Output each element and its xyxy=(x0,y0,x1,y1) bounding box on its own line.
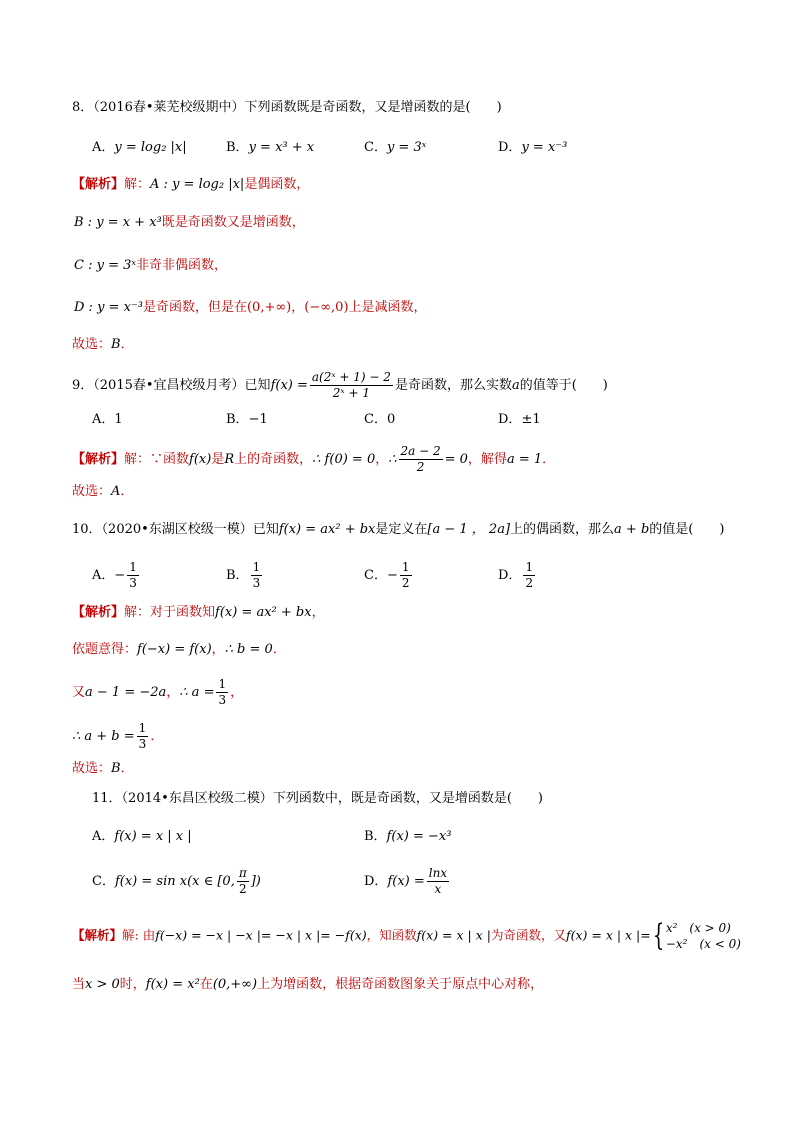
fraction-denominator: 3 xyxy=(218,693,227,707)
option-text: −1 xyxy=(248,412,268,427)
option-fraction xyxy=(237,866,249,897)
q10-analysis-line-4 xyxy=(72,721,163,752)
fraction-denominator: 2 xyxy=(416,460,425,474)
fraction-denominator: 3 xyxy=(252,576,261,590)
option-text: 0 xyxy=(386,412,396,427)
question-11-stem xyxy=(92,789,543,809)
option-math: f(x) = −x³ xyxy=(386,829,452,844)
option-math: ]) xyxy=(250,874,261,889)
answer-end: ． xyxy=(120,761,134,776)
question-text: 是奇函数，那么实数 xyxy=(394,378,512,393)
option-letter: B． xyxy=(226,412,249,427)
analysis-fraction xyxy=(137,721,149,752)
question-8-stem xyxy=(72,98,502,118)
analysis-text: 解：∵函数 xyxy=(124,452,190,467)
option-text: 1 xyxy=(114,412,123,427)
fraction-denominator: 3 xyxy=(129,576,137,590)
analysis-math: C : y = 3ˣ xyxy=(74,258,136,273)
analysis-text: 解：对于函数知 xyxy=(124,605,216,620)
question-text: 的值是( ) xyxy=(649,522,725,537)
analysis-math: ∴ f(0) = 0 xyxy=(312,452,376,467)
q10-option-d xyxy=(498,560,537,591)
question-10-stem xyxy=(72,520,724,540)
analysis-math: ∴ a = xyxy=(179,685,215,700)
analysis-math: f(x) xyxy=(189,452,212,467)
fraction-denominator: 2ˣ + 1 xyxy=(332,386,371,400)
question-math: [a − 1 ， 2a] xyxy=(427,522,511,537)
analysis-text: 是 xyxy=(211,452,225,467)
q9-answer xyxy=(72,482,133,502)
analysis-math: f(x) = x² xyxy=(145,977,200,992)
q9-analysis xyxy=(72,444,555,475)
q11-analysis-line-1 xyxy=(72,920,741,952)
option-sign: − xyxy=(114,568,126,583)
analysis-text: 时， xyxy=(119,977,146,992)
question-fraction xyxy=(310,370,393,401)
q8-option-a xyxy=(92,138,187,158)
analysis-text: 为奇函数，又 xyxy=(490,927,566,943)
analysis-text: ， xyxy=(375,452,389,467)
analysis-tag: 【解析】 xyxy=(72,605,125,620)
q8-option-c xyxy=(364,138,426,158)
option-math: y = 3ˣ xyxy=(386,140,427,155)
question-source: （2014•东昌区校级二模） xyxy=(121,791,273,806)
q8-analysis-line-1 xyxy=(72,175,309,195)
analysis-math: f(−x) = −x | −x |= −x | x |= −f(x) xyxy=(155,927,367,943)
option-letter: B． xyxy=(226,568,249,583)
analysis-math: x > 0 xyxy=(85,977,120,992)
q9-option-c xyxy=(364,410,395,430)
option-letter: C． xyxy=(364,140,387,155)
analysis-text: ． xyxy=(542,452,556,467)
analysis-fraction xyxy=(216,677,228,708)
analysis-text: 是偶函数， xyxy=(244,177,310,192)
option-letter: D． xyxy=(498,568,522,583)
question-math: f(x) = ax² + bx xyxy=(278,522,376,537)
answer-label: 故选： xyxy=(72,337,112,352)
analysis-text: ， xyxy=(211,642,225,657)
analysis-math: f(x) = x | x | xyxy=(416,927,491,943)
question-9-stem xyxy=(72,370,608,401)
analysis-text: 是奇函数，但是在(0,+∞)，(−∞,0)上是减函数， xyxy=(142,300,427,315)
case-line: −x² (x < 0) xyxy=(665,937,741,951)
fraction-denominator: 2 xyxy=(525,576,534,590)
fraction-denominator: 2 xyxy=(401,576,410,590)
option-fraction xyxy=(127,560,139,591)
option-letter: B． xyxy=(364,829,387,844)
option-math: f(x) = x | x | xyxy=(114,829,192,844)
analysis-text: 上为增函数，根据奇函数图象关于原点中心对称， xyxy=(257,977,544,992)
option-math: y = x³ + x xyxy=(248,140,315,155)
fraction-numerator: 1 xyxy=(401,560,410,574)
fraction-denominator: 2 xyxy=(238,882,247,896)
analysis-text: 当 xyxy=(72,977,86,992)
question-text: 的值等于( ) xyxy=(519,378,608,393)
question-text: 已知 xyxy=(244,378,271,393)
analysis-math: f(x) = x | x |= xyxy=(565,927,651,943)
analysis-text: ． xyxy=(272,642,286,657)
option-letter: C． xyxy=(92,874,115,889)
question-text: 上的偶函数，那么 xyxy=(510,522,615,537)
q10-analysis-line-3 xyxy=(72,677,243,708)
answer-end: ． xyxy=(120,337,134,352)
q8-analysis-line-2 xyxy=(74,213,305,233)
analysis-math: ∴ xyxy=(388,452,397,467)
analysis-text: ． xyxy=(150,729,164,744)
fraction-numerator: 1 xyxy=(129,560,137,574)
q10-option-c xyxy=(364,560,414,591)
question-text: 是定义在 xyxy=(375,522,428,537)
analysis-math: = 0 xyxy=(444,452,468,467)
analysis-text: 在 xyxy=(199,977,213,992)
analysis-tag: 【解析】 xyxy=(72,927,123,943)
analysis-text: 依题意得： xyxy=(72,642,138,657)
q8-analysis-line-4 xyxy=(74,298,427,318)
q10-option-b xyxy=(226,560,264,591)
fraction-numerator: 1 xyxy=(252,560,261,574)
analysis-math: R xyxy=(224,452,235,467)
option-math: f(x) = sin x(x ∈ [0, xyxy=(114,874,235,889)
answer-label: 故选： xyxy=(72,484,112,499)
question-text: 下列函数中，既是奇函数，又是增函数是( ) xyxy=(272,791,543,806)
analysis-math: a = 1 xyxy=(506,452,543,467)
option-sign: − xyxy=(386,568,398,583)
q10-analysis-line-1 xyxy=(72,603,325,623)
answer-value: B xyxy=(111,761,121,776)
option-letter: C． xyxy=(364,568,387,583)
q11-analysis-line-2 xyxy=(72,975,543,995)
fraction-denominator: x xyxy=(434,882,442,896)
fraction-numerator: π xyxy=(238,866,247,880)
analysis-math: a − 1 = −2a xyxy=(85,685,167,700)
option-letter: A． xyxy=(92,568,115,583)
option-fraction xyxy=(427,866,449,897)
analysis-text: ，解得 xyxy=(467,452,507,467)
brace-icon: { xyxy=(652,918,665,953)
analysis-text: 上的奇函数， xyxy=(234,452,313,467)
analysis-math: D : y = x⁻³ xyxy=(74,300,143,315)
option-letter: A． xyxy=(92,140,115,155)
analysis-math: (0,+∞) xyxy=(212,977,258,992)
q9-option-d xyxy=(498,410,541,430)
question-number: 11． xyxy=(92,791,122,806)
analysis-text: ， xyxy=(230,685,244,700)
analysis-math: ∴ b = 0 xyxy=(224,642,273,657)
fraction-numerator: lnx xyxy=(428,866,448,880)
question-text: 下列函数既是奇函数，又是增函数的是( ) xyxy=(244,100,502,115)
q11-option-c xyxy=(92,866,261,897)
option-fraction xyxy=(523,560,535,591)
question-number: 9． xyxy=(72,378,94,393)
option-math: y = log₂ |x| xyxy=(114,140,187,155)
answer-end: ． xyxy=(120,484,134,499)
option-fraction xyxy=(251,560,263,591)
piecewise-cases xyxy=(666,920,741,952)
q10-answer xyxy=(72,759,134,779)
analysis-text: ， xyxy=(311,605,325,620)
option-letter: D． xyxy=(364,874,388,889)
q8-option-b xyxy=(226,138,314,158)
analysis-tag: 【解析】 xyxy=(72,452,125,467)
fraction-numerator: 1 xyxy=(525,560,534,574)
analysis-text: 又 xyxy=(72,685,86,700)
analysis-text: 非奇非偶函数， xyxy=(135,258,227,273)
analysis-math: B : y = x + x³ xyxy=(74,215,162,230)
option-letter: A． xyxy=(92,829,115,844)
q9-option-b xyxy=(226,410,268,430)
answer-value: A xyxy=(111,484,121,499)
q11-option-a xyxy=(92,827,192,847)
analysis-math: f(x) = ax² + bx xyxy=(215,605,312,620)
option-letter: D． xyxy=(498,412,522,427)
analysis-tag: 【解析】 xyxy=(72,177,125,192)
fraction-denominator: 3 xyxy=(138,737,147,751)
question-source: （2015春•宜昌校级月考） xyxy=(93,378,245,393)
q11-option-d xyxy=(364,866,451,897)
option-math: f(x) = xyxy=(387,874,425,889)
option-letter: B． xyxy=(226,140,249,155)
analysis-text: 解: 由 xyxy=(122,927,156,943)
question-source: （2016春•莱芜校级期中） xyxy=(93,100,245,115)
analysis-math: f(−x) = f(x) xyxy=(137,642,212,657)
analysis-text: ， xyxy=(166,685,180,700)
option-letter: D． xyxy=(498,140,522,155)
q9-option-a xyxy=(92,410,123,430)
question-source: （2020•东湖区校级一模） xyxy=(101,522,253,537)
question-number: 10． xyxy=(72,522,102,537)
analysis-text: 既是奇函数又是增函数， xyxy=(161,215,305,230)
fraction-numerator: 1 xyxy=(218,677,227,691)
q10-option-a xyxy=(92,560,141,591)
fraction-numerator: 2a − 2 xyxy=(400,444,441,458)
analysis-text: ，知函数 xyxy=(366,927,417,943)
question-math: f(x) = xyxy=(270,378,308,393)
q11-option-b xyxy=(364,827,451,847)
analysis-fraction xyxy=(399,444,443,475)
question-text: 已知 xyxy=(252,522,279,537)
case-line: x² (x > 0) xyxy=(665,921,731,935)
answer-label: 故选： xyxy=(72,761,112,776)
question-var: a xyxy=(511,378,520,393)
question-math: a + b xyxy=(614,522,650,537)
answer-value: B xyxy=(111,337,121,352)
option-letter: C． xyxy=(364,412,387,427)
option-text: ±1 xyxy=(521,412,541,427)
fraction-numerator: a(2ˣ + 1) − 2 xyxy=(311,370,391,384)
q8-answer xyxy=(72,335,134,355)
question-number: 8． xyxy=(72,100,94,115)
option-letter: A． xyxy=(92,412,115,427)
q10-analysis-line-2 xyxy=(72,640,286,660)
analysis-math: ∴ a + b = xyxy=(72,729,135,744)
option-fraction xyxy=(400,560,412,591)
fraction-numerator: 1 xyxy=(138,721,147,735)
q8-option-d xyxy=(498,138,567,158)
analysis-math: A : y = log₂ |x| xyxy=(150,177,245,192)
q8-analysis-line-3 xyxy=(74,256,227,276)
option-math: y = x⁻³ xyxy=(521,140,568,155)
analysis-prefix: 解： xyxy=(124,177,151,192)
